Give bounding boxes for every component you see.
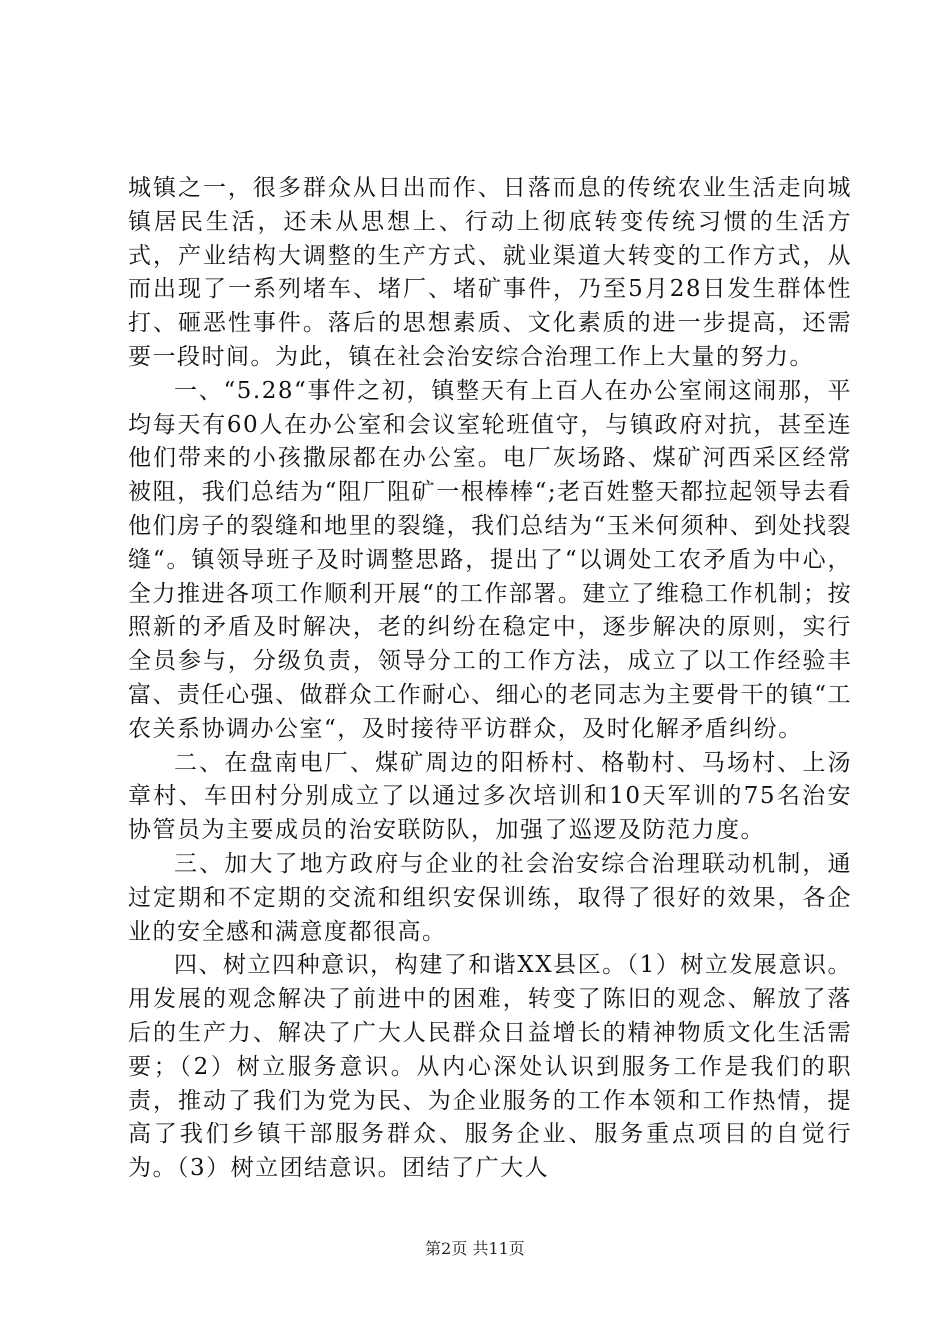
document-body bbox=[128, 172, 852, 1186]
paragraph-section-2: 二、在盘南电厂、煤矿周边的阳桥村、格勒村、马场村、上汤章村、车田村分别成立了以通过多次培训和10天军训的75名治安协管员为主要成员的治安联防队，加强了巡逻及防范力度。 bbox=[128, 749, 852, 844]
paragraph-continued: 城镇之一，很多群众从日出而作、日落而息的传统农业生活走向城镇居民生活，还未从思想上、行动上彻底转变传统习惯的生活方式，产业结构大调整的生产方式、就业渠道大转变的工作方式，从而出现了一系列堵车、堵厂、堵矿事件，乃至5月28日发生群体性打、砸恶性事件。落后的思想素质、文化素质的进一步提高，还需要一段时间。为此，镇在社会治安综合治理工作上大量的努力。 bbox=[128, 175, 852, 370]
paragraph-section-1: 一、“5.28“事件之初，镇整天有上百人在办公室闹这闹那，平均每天有60人在办公室和会议室轮班值守，与镇政府对抗，甚至连他们带来的小孩撒尿都在办公室。电厂灰场路、煤矿河西采区经常被阻，我们总结为“阻厂阻矿一根棒棒“;老百姓整天都拉起领导去看他们房子的裂缝和地里的裂缝，我们总结为“玉米何须种、到处找裂缝“。镇领导班子及时调整思路，提出了“以调处工农矛盾为中心，全力推进各项工作顺利开展“的工作部署。建立了维稳工作机制；按照新的矛盾及时解决，老的纠纷在稳定中，逐步解决的原则，实行全员参与，分级负责，领导分工的工作方法，成立了以工作经验丰富、责任心强、做群众工作耐心、细心的老同志为主要骨干的镇“工农关系协调办公室“，及时接待平访群众，及时化解矛盾纠纷。 bbox=[128, 377, 852, 742]
page-number-footer: 第2页 共11页 bbox=[425, 1239, 525, 1258]
paragraph-section-3: 三、加大了地方政府与企业的社会治安综合治理联动机制，通过定期和不定期的交流和组织安保训练，取得了很好的效果，各企业的安全感和满意度都很高。 bbox=[128, 850, 852, 945]
paragraph-section-4: 四、树立四种意识，构建了和谐XX县区。（1）树立发展意识。用发展的观念解决了前进中的困难，转变了陈旧的观念、解放了落后的生产力、解决了广大人民群众日益增长的精神物质文化生活需要；（2）树立服务意识。从内心深处认识到服务工作是我们的职责，推动了我们为党为民、为企业服务的工作本领和工作热情，提高了我们乡镇干部服务群众、服务企业、服务重点项目的自觉行为。（3）树立团结意识。团结了广大人 bbox=[128, 952, 852, 1182]
